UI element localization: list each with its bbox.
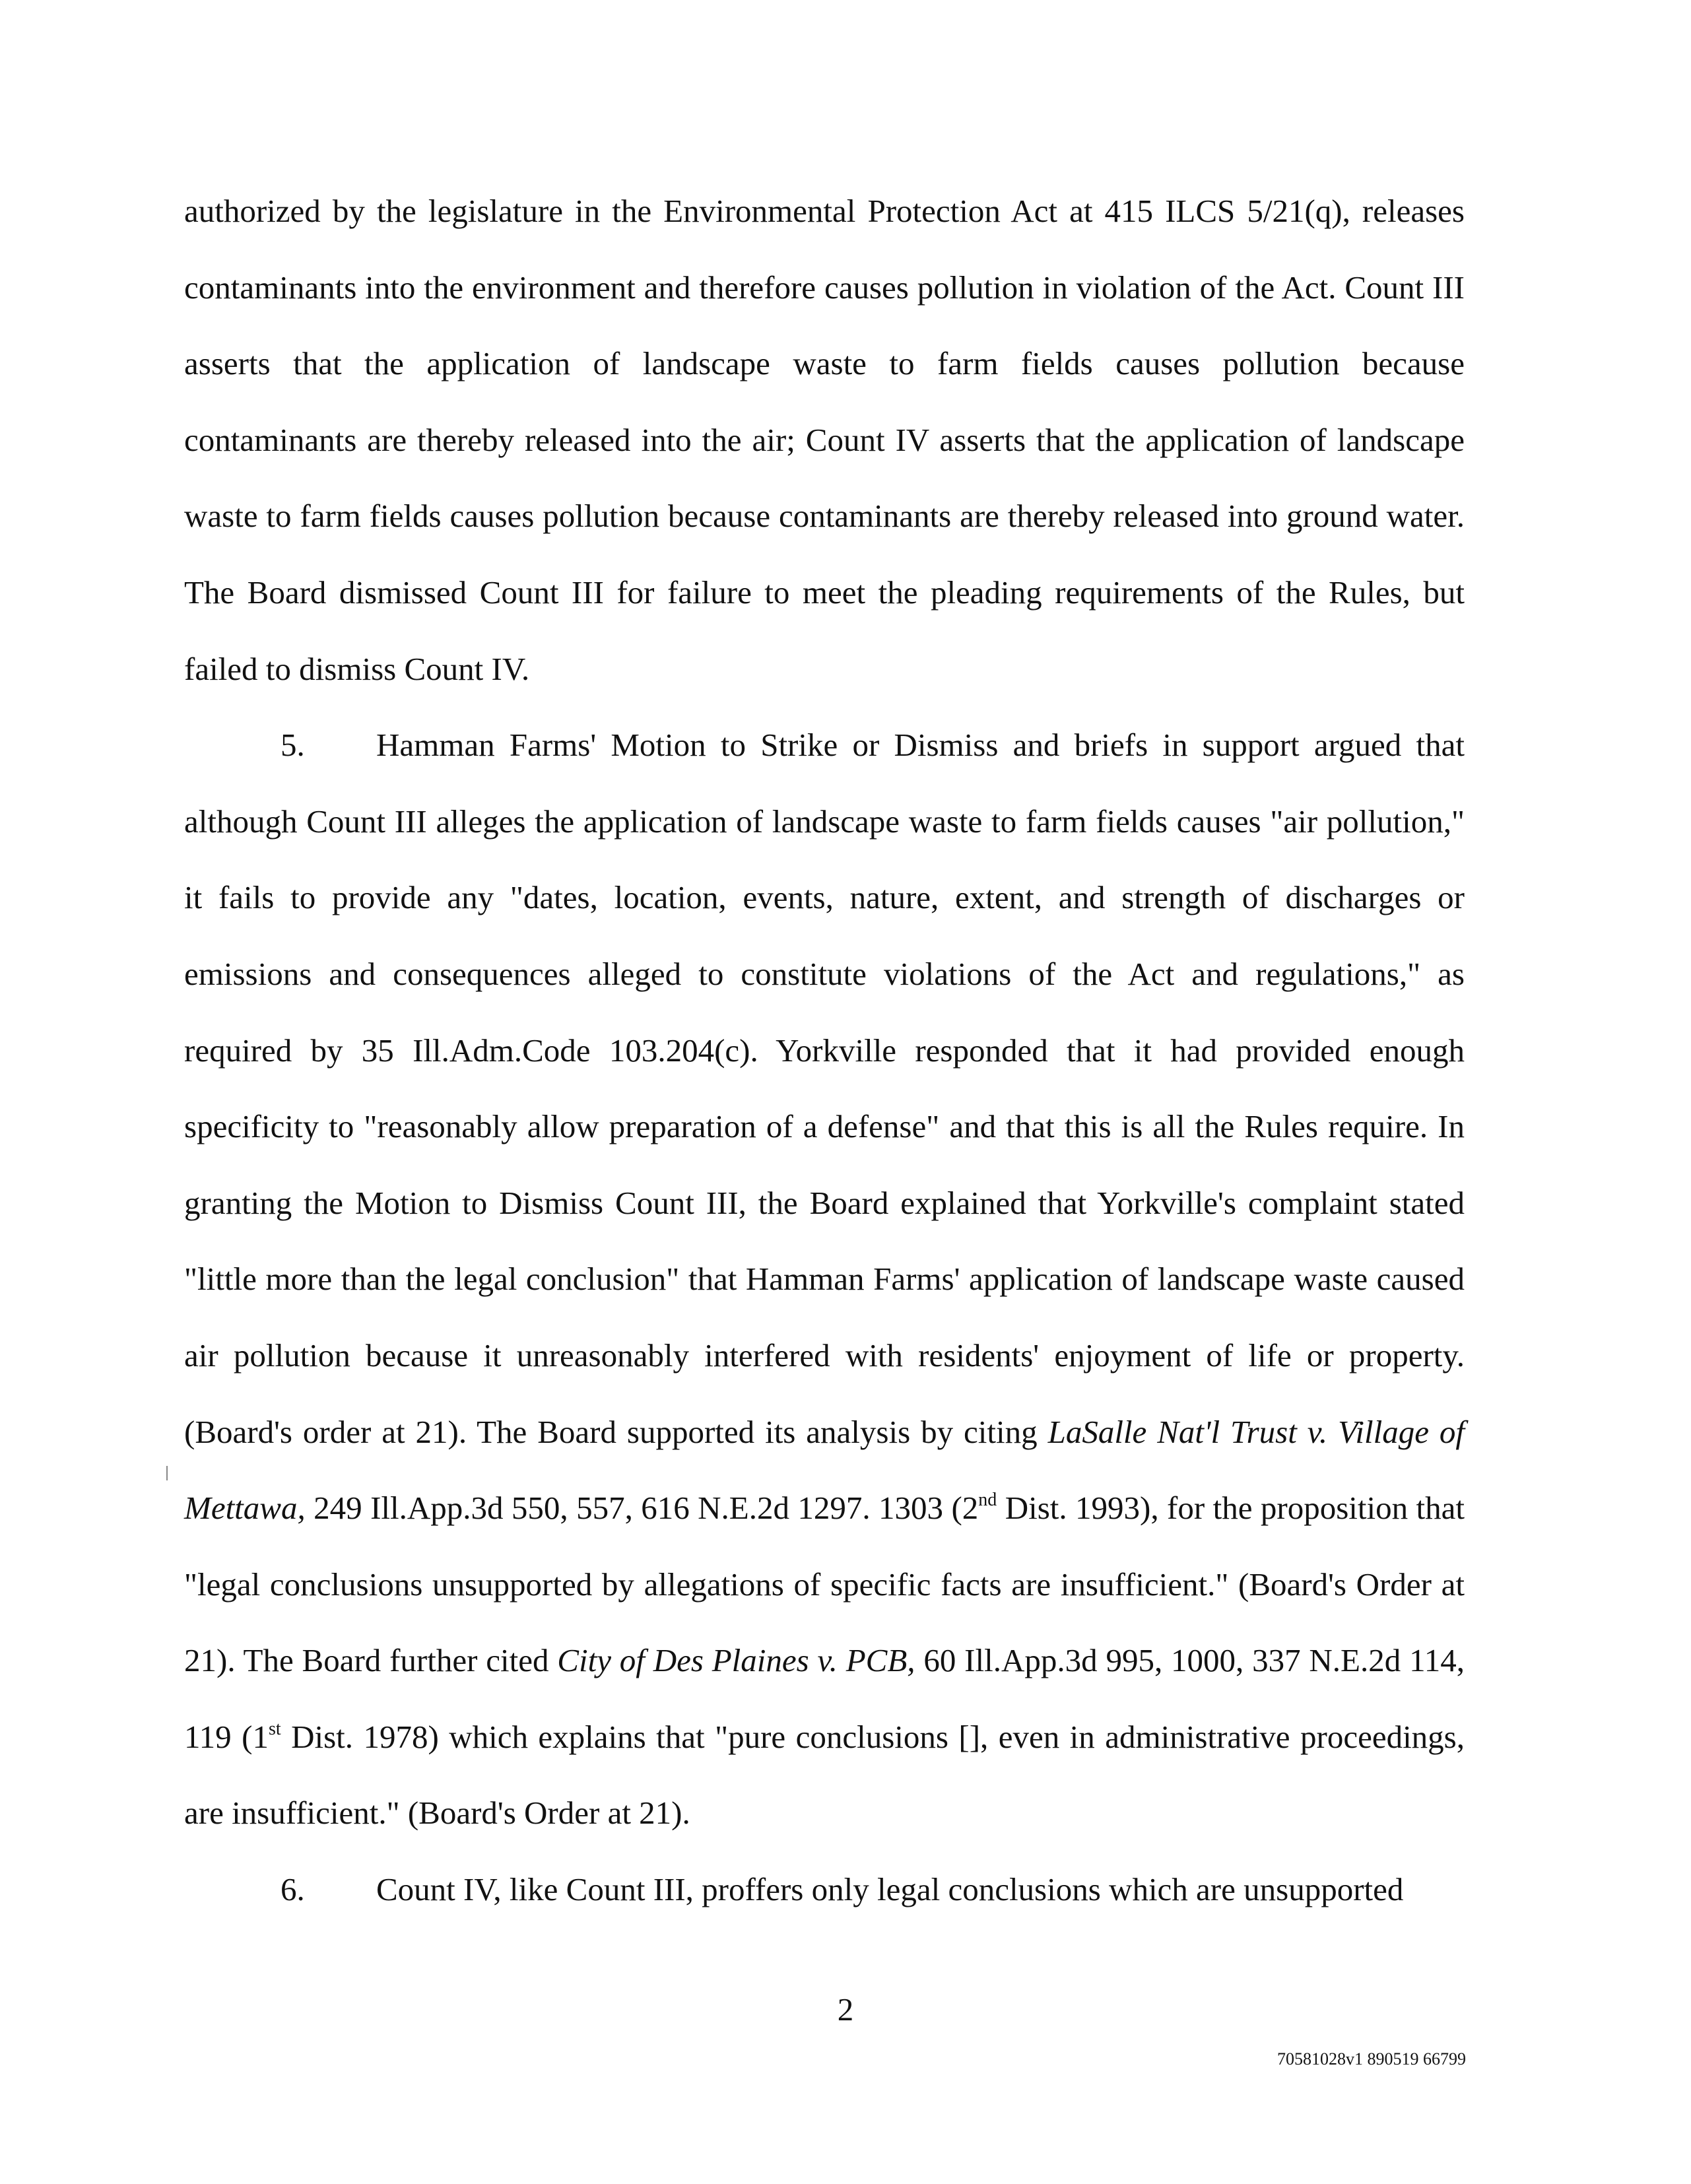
paragraph-6 [184, 1851, 1465, 1928]
paragraph-continuation [184, 173, 1465, 707]
case-citation-des-plaines: City of Des Plaines v. PCB, [557, 1642, 915, 1679]
case-citation-lasalle: LaSalle Nat'l Trust v. Village of Mettawa, [184, 1413, 1465, 1527]
paragraph-5-text-e: Dist. 1978) which explains that "pure conclusions [], even in administrative proceedings, are insufficient." (Board's Order at 21). [184, 1718, 1465, 1832]
paragraph-5 [184, 707, 1465, 1851]
paragraph-continuation-text: authorized by the legislature in the Environmental Protection Act at 415 ILCS 5/21(q), releases contaminants into the environment and therefore causes pollution in violation of the Act. Count III asserts that the application of landscape waste to farm fields causes pollution because contaminants are thereby released into the air; Count IV asserts that the application of landscape waste to farm fields causes pollution because contaminants are thereby released into ground water. The Board dismissed Count III for failure to meet the pleading requirements of the Rules, but failed to dismiss Count IV. [184, 193, 1465, 687]
paragraph-6-text: Count IV, like Count III, proffers only legal conclusions which are unsupported [376, 1871, 1404, 1908]
paragraph-5-text-c: Dist. 1993), for the proposition that "legal conclusions unsupported by allegations of specific facts are insufficient." (Board's Order at 21). The Board further cited [184, 1490, 1465, 1679]
margin-mark [166, 1466, 168, 1480]
paragraph-5-text-a: Hamman Farms' Motion to Strike or Dismiss and briefs in support argued that although Count III alleges the application of landscape waste to farm fields causes "air pollution," it fails to provide any "dates, location, events, nature, extent, and strength of discharges or emissions and consequences alleged to constitute violations of the Act and regulations," as required by 35 Ill.Adm.Code 103.204(c). Yorkville responded that it had provided enough specificity to "reasonably allow preparation of a defense" and that this is all the Rules require. In granting the Motion to Dismiss Count III, the Board explained that Yorkville's complaint stated "little more than the legal conclusion" that Hamman Farms' application of landscape waste caused air pollution because it unreasonably interfered with residents' enjoyment of life or property. (Board's order at 21). The Board supported its analysis by citing [184, 727, 1465, 1450]
body-text [184, 173, 1465, 1928]
paragraph-5-number: 5. [281, 727, 305, 764]
paragraph-5-text-b: 249 Ill.App.3d 550, 557, 616 N.E.2d 1297. 1303 (2 [305, 1490, 979, 1527]
paragraph-6-number: 6. [281, 1871, 305, 1908]
ordinal-superscript-st: st [268, 1718, 281, 1739]
ordinal-superscript-nd: nd [978, 1490, 997, 1511]
page-number: 2 [837, 1991, 854, 2028]
paragraph-5-text-d: 60 Ill.App.3d 995, 1000, 337 N.E.2d 114, 119 (1 [184, 1642, 1465, 1755]
document-id: 70581028v1 890519 66799 [1277, 2049, 1466, 2068]
